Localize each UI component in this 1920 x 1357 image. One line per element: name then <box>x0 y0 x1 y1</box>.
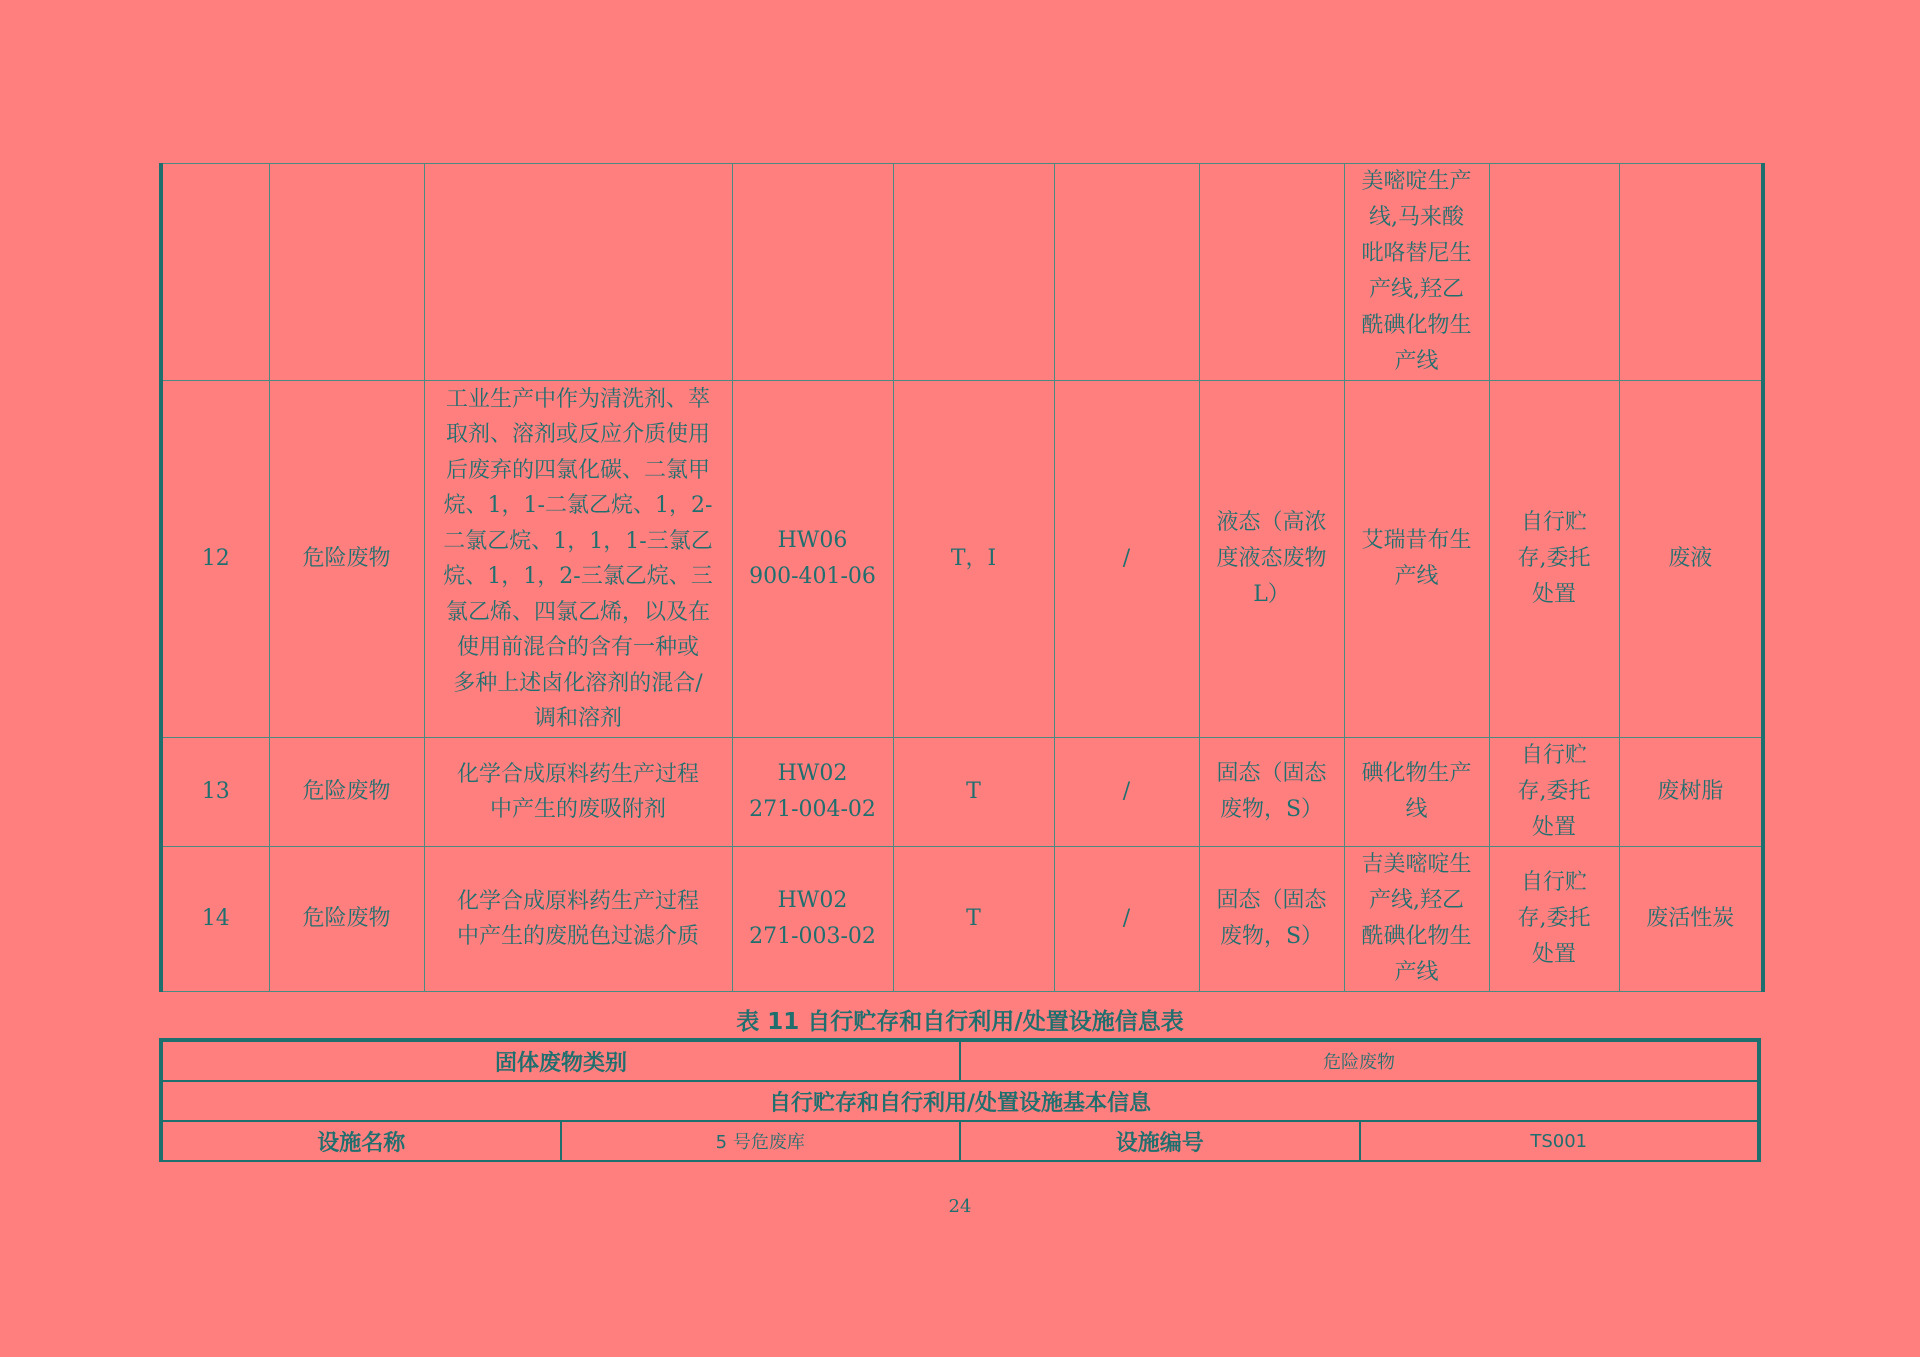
cell-disposal: 自行贮 存,委托 处置 <box>1489 381 1619 738</box>
waste-type-label: 固体废物类别 <box>161 1040 960 1081</box>
cell-source: 美嘧啶生产 线,马来酸 吡咯替尼生 产线,羟乙 酰碘化物生 产线 <box>1344 164 1489 381</box>
cell-category: 危险废物 <box>269 381 424 738</box>
cell-source: 吉美嘧啶生 产线,羟乙 酰碘化物生 产线 <box>1344 847 1489 992</box>
cell-form <box>1199 164 1344 381</box>
cell-category: 危险废物 <box>269 738 424 847</box>
cell-hazard: T <box>893 738 1054 847</box>
cell-other: / <box>1054 847 1199 992</box>
facility-name-value: 5 号危废库 <box>561 1121 961 1161</box>
cell-disposal: 自行贮 存,委托 处置 <box>1489 847 1619 992</box>
cell-form: 固态（固态 废物，S） <box>1199 847 1344 992</box>
cell-code: HW02 271-004-02 <box>732 738 893 847</box>
cell-name: 废活性炭 <box>1619 847 1763 992</box>
cell-other <box>1054 164 1199 381</box>
cell-no <box>161 164 269 381</box>
cell-disposal: 自行贮 存,委托 处置 <box>1489 738 1619 847</box>
table-caption: 表 11 自行贮存和自行利用/处置设施信息表 <box>736 1009 1184 1035</box>
facility-name-label: 设施名称 <box>161 1121 561 1161</box>
hazardous-waste-table <box>159 163 1765 992</box>
page-number: 24 <box>948 1196 972 1217</box>
cell-category: 危险废物 <box>269 847 424 992</box>
facility-code-label: 设施编号 <box>960 1121 1360 1161</box>
table-row <box>161 1121 1759 1161</box>
cell-form: 液态（高浓 度液态废物 L） <box>1199 381 1344 738</box>
cell-description: 化学合成原料药生产过程 中产生的废脱色过滤介质 <box>424 847 732 992</box>
cell-hazard <box>893 164 1054 381</box>
cell-description: 化学合成原料药生产过程 中产生的废吸附剂 <box>424 738 732 847</box>
cell-disposal <box>1489 164 1619 381</box>
cell-hazard: T，I <box>893 381 1054 738</box>
cell-no: 12 <box>161 381 269 738</box>
cell-form: 固态（固态 废物，S） <box>1199 738 1344 847</box>
cell-no: 14 <box>161 847 269 992</box>
cell-hazard: T <box>893 847 1054 992</box>
cell-code: HW02 271-003-02 <box>732 847 893 992</box>
cell-name <box>1619 164 1763 381</box>
cell-name: 废树脂 <box>1619 738 1763 847</box>
cell-other: / <box>1054 738 1199 847</box>
table-row-continuation <box>161 164 1763 381</box>
facility-code-value: TS001 <box>1360 1121 1760 1161</box>
cell-name: 废液 <box>1619 381 1763 738</box>
table-row <box>161 381 1763 738</box>
cell-other: / <box>1054 381 1199 738</box>
cell-code <box>732 164 893 381</box>
cell-code: HW06 900-401-06 <box>732 381 893 738</box>
cell-source: 艾瑞昔布生 产线 <box>1344 381 1489 738</box>
table-row <box>161 1040 1759 1081</box>
cell-description: 工业生产中作为清洗剂、萃 取剂、溶剂或反应介质使用 后废弃的四氯化碳、二氯甲 烷、1，1-二氯乙烷、1，2- 二氯乙烷、1，1，1-三氯乙 烷、1，1，2-三氯乙烷、三 氯乙烯、四氯乙烯，以及在 使用前混合的含有一种或 多种上述卤化溶剂的混合/ 调和溶剂 <box>424 381 732 738</box>
waste-type-value: 危险废物 <box>960 1040 1759 1081</box>
cell-no: 13 <box>161 738 269 847</box>
cell-description <box>424 164 732 381</box>
table-row <box>161 738 1763 847</box>
table-row <box>161 1081 1759 1121</box>
cell-source: 碘化物生产 线 <box>1344 738 1489 847</box>
section-title: 自行贮存和自行利用/处置设施基本信息 <box>161 1081 1759 1121</box>
facility-info-table <box>159 1038 1761 1162</box>
table-row <box>161 847 1763 992</box>
cell-category <box>269 164 424 381</box>
